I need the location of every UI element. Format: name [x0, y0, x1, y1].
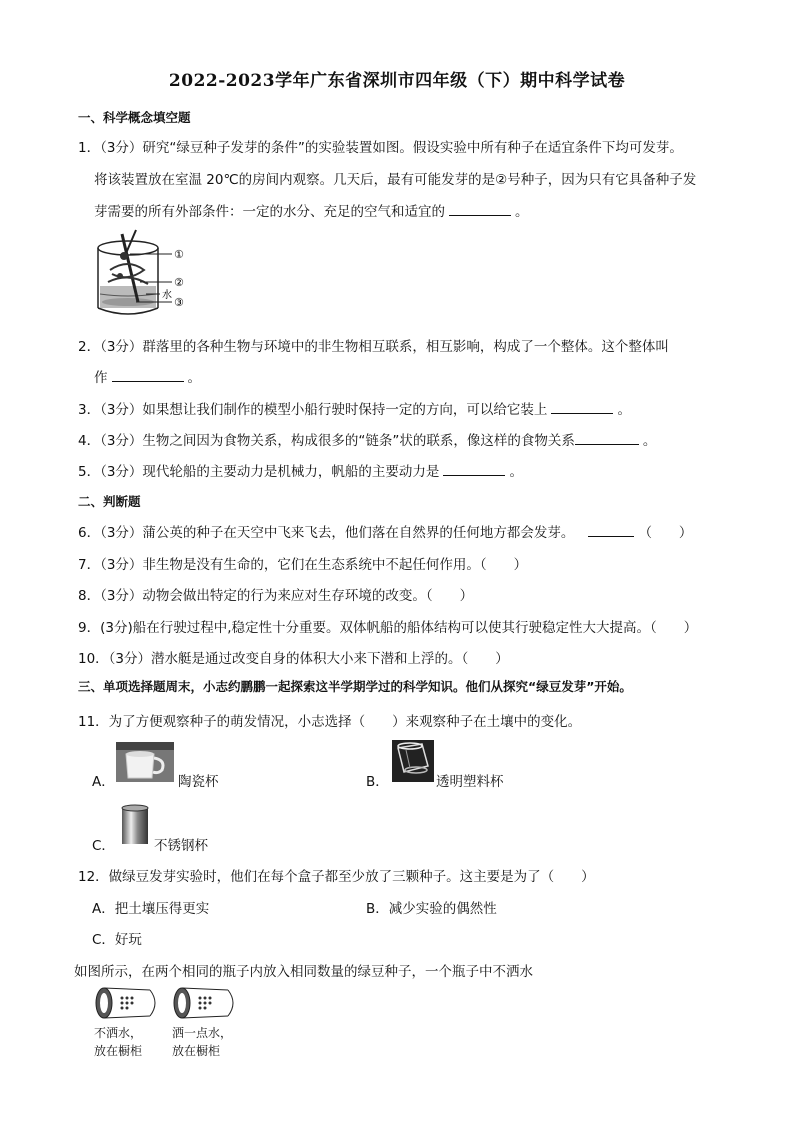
option-a-letter[interactable]: A．: [92, 774, 115, 790]
question-1-line-1: 1．（3分）研究“绿豆种子发芽的条件”的实验装置如图。假设实验中所有种子在适宜条件下均可发芽。: [78, 140, 683, 156]
question-11-stem: 11．为了方便观察种子的萌发情况，小志选择（ ）来观察种子在土壤中的变化。: [78, 714, 582, 730]
ceramic-cup-image: [116, 742, 174, 782]
plastic-cup-image: [392, 740, 434, 782]
bottle-2-caption-line-1: 洒一点水，: [172, 1026, 233, 1040]
question-5-text: 5．（3分）现代轮船的主要动力是机械力，帆船的主要动力是: [78, 464, 440, 480]
option-a-text[interactable]: 陶瓷杯: [178, 774, 219, 790]
option-b-text[interactable]: 透明塑料杯: [436, 774, 504, 790]
answer-blank[interactable]: [551, 401, 613, 414]
bottle-1-caption: [94, 1024, 142, 1060]
bottle-no-water-image: [94, 986, 168, 1020]
question-6: [78, 521, 692, 541]
answer-blank[interactable]: [449, 203, 511, 216]
question-1-text: 芽需要的所有外部条件：一定的水分、充足的空气和适宜的: [94, 204, 445, 220]
question-6-text: 6．（3分）蒲公英的种子在天空中飞来飞去，他们落在自然界的任何地方都会发芽。: [78, 525, 575, 541]
question-2-text: 作: [94, 370, 108, 386]
question-1-end: 。: [515, 204, 529, 220]
question-2-line-2: [94, 366, 201, 386]
seed-experiment-figure: [92, 228, 202, 320]
question-1-line-2: 将该装置放在室温 20℃的房间内观察。几天后，最有可能发芽的是②号种子，因为只有它具备种子发: [94, 172, 697, 188]
question-1-line-3: [94, 200, 529, 220]
bottle-1-caption-line-2: 放在橱柜: [94, 1044, 143, 1058]
question-2-line-1: 2．（3分）群落里的各种生物与环境中的非生物相互联系，相互影响，构成了一个整体。这个整体叫: [78, 339, 669, 355]
question-7: 7．（3分）非生物是没有生命的，它们在生态系统中不起任何作用。（ ）: [78, 557, 528, 573]
question-9: 9．(3分)船在行驶过程中,稳定性十分重要。双体帆船的船体结构可以使其行驶稳定性大大提高。（ ）: [78, 620, 698, 636]
question-2-end: 。: [187, 370, 201, 386]
question-3: [78, 398, 631, 418]
question-4-end: 。: [642, 433, 657, 449]
bottle-with-water-image: [172, 986, 246, 1020]
question-5: [78, 460, 523, 480]
page-title: 2022-2023学年广东省深圳市四年级（下）期中科学试卷: [168, 71, 626, 91]
question-8: 8．（3分）动物会做出特定的行为来应对生存环境的改变。（ ）: [78, 588, 474, 604]
option-c[interactable]: C．好玩: [92, 932, 142, 948]
figure-label-water: 水: [162, 290, 172, 301]
answer-parentheses[interactable]: （ ）: [638, 525, 693, 541]
answer-blank[interactable]: [575, 432, 639, 445]
option-b-letter[interactable]: B．: [366, 774, 389, 790]
question-5-end: 。: [509, 464, 523, 480]
answer-blank[interactable]: [588, 524, 634, 537]
intro-text: 如图所示，在两个相同的瓶子内放入相同数量的绿豆种子，一个瓶子中不洒水: [74, 964, 533, 980]
question-3-end: 。: [617, 402, 631, 418]
question-12-stem: 12．做绿豆发芽实验时，他们在每个盒子都至少放了三颗种子。这主要是为了（ ）: [78, 869, 595, 885]
bottle-2-caption-line-2: 放在橱柜: [172, 1044, 221, 1058]
answer-blank[interactable]: [443, 463, 505, 476]
bottle-2-caption: [172, 1024, 232, 1060]
question-10: 10．（3分）潜水艇是通过改变自身的体积大小来下潜和上浮的。（ ）: [78, 651, 509, 667]
section-heading-2: 二、判断题: [78, 494, 141, 509]
option-a[interactable]: A．把土壤压得更实: [92, 901, 210, 917]
steel-cup-image: [118, 802, 152, 846]
section-heading-1: 一、科学概念填空题: [78, 110, 191, 125]
figure-label-2: ②: [174, 276, 184, 289]
figure-label-3: ③: [174, 296, 184, 309]
question-4-text: 4．（3分）生物之间因为食物关系，构成很多的“链条”状的联系，像这样的食物关系: [78, 433, 575, 449]
figure-label-1: ①: [174, 248, 184, 261]
bottle-1-caption-line-1: 不洒水，: [94, 1026, 143, 1040]
question-4: [78, 429, 656, 449]
question-3-text: 3．（3分）如果想让我们制作的模型小船行驶时保持一定的方向，可以给它装上: [78, 402, 548, 418]
section-heading-3: 三、单项选择题周末，小志约鹏鹏一起探索这半学期学过的科学知识。他们从探究“绿豆发芽”开始。: [78, 679, 632, 694]
option-b[interactable]: B．减少实验的偶然性: [366, 901, 497, 917]
answer-blank[interactable]: [112, 369, 184, 382]
option-c-text[interactable]: 不锈钢杯: [154, 838, 208, 854]
option-c-letter[interactable]: C．: [92, 838, 115, 854]
